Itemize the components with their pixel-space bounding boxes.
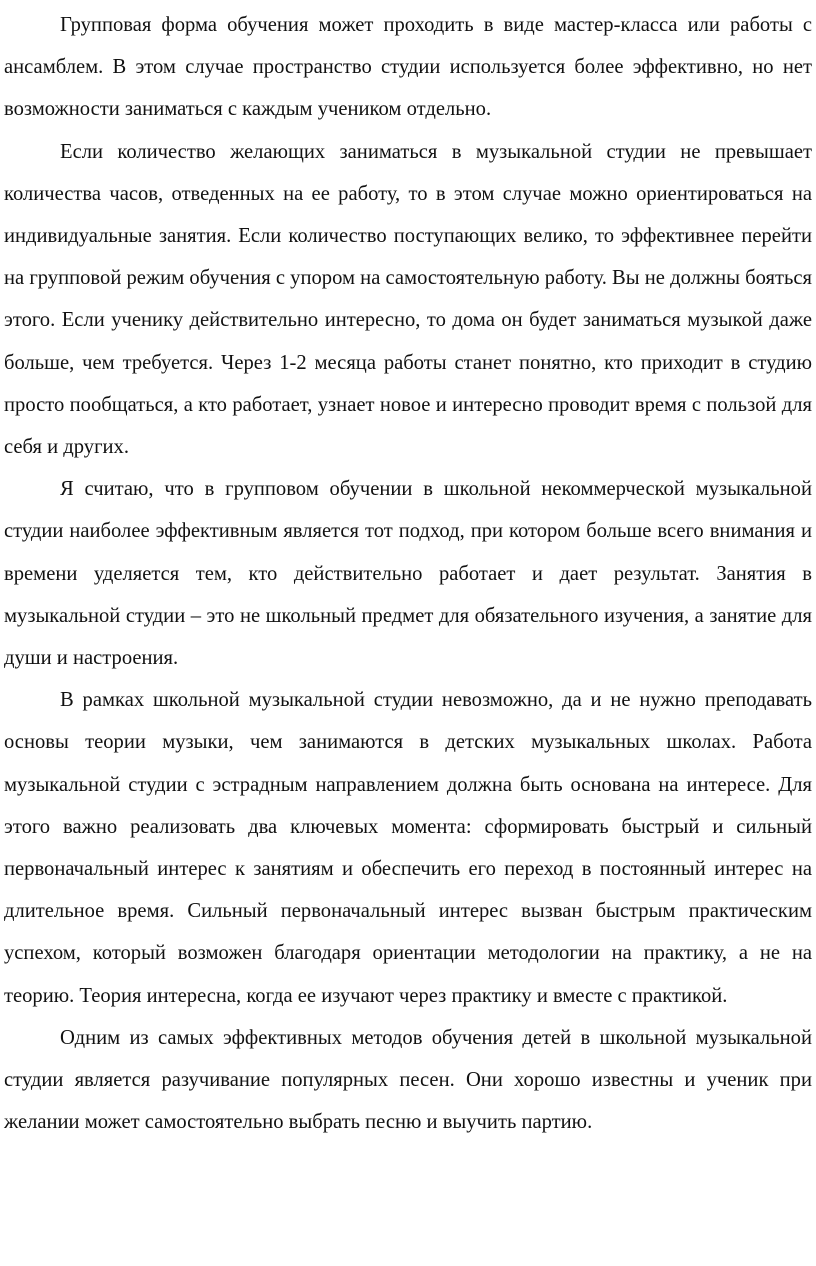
paragraph-effective-approach: Я считаю, что в групповом обучении в школьной некоммерческой музыкальной студии наиболее эффективным является тот подход, при котором больше всего внимания и времени уделяется тем, кто действительно работает и дает результат. Занятия в музыкальной студии – это не школьный предмет для обязательного изучения, а занятие для души и настроения.	[4, 478, 812, 670]
paragraph-popular-songs: Одним из самых эффективных методов обучения детей в школьной музыкальной студии является разучивание популярных песен. Они хорошо известны и ученик при желании может самостоятельно выбрать песню и выучить партию.	[4, 1026, 812, 1134]
paragraph-group-learning: Групповая форма обучения может проходить в виде мастер-класса или работы с ансамблем. В этом случае пространство студии используется более эффективно, но нет возможности заниматься с каждым учеником отдельно.	[4, 14, 812, 121]
paragraph-individual-vs-group: Если количество желающих заниматься в музыкальной студии не превышает количества часов, отведенных на ее работу, то в этом случае можно ориентироваться на индивидуальные занятия. Если количество поступающих велико, то эффективнее перейти на групповой режим обучения с упором на самостоятельную работу. Вы не должны бояться этого. Если ученику действительно интересно, то дома он будет заниматься музыкой даже больше, чем требуется. Через 1-2 месяца работы станет понятно, кто приходит в студию просто пообщаться, а кто работает, узнает новое и интересно проводит время с пользой для себя и других.	[4, 140, 812, 459]
paragraph-studio-interest: В рамках школьной музыкальной студии невозможно, да и не нужно преподавать основы теории музыки, чем занимаются в детских музыкальных школах. Работа музыкальной студии с эстрадным направлением должна быть основана на интересе. Для этого важно реализовать два ключевых момента: сформировать быстрый и сильный первоначальный интерес к занятиям и обеспечить его переход в постоянный интерес на длительное время. Сильный первоначальный интерес вызван быстрым практическим успехом, который возможен благодаря ориентации методологии на практику, а не на теорию. Теория интересна, когда ее изучают через практику и вместе с практикой.	[4, 689, 812, 1007]
